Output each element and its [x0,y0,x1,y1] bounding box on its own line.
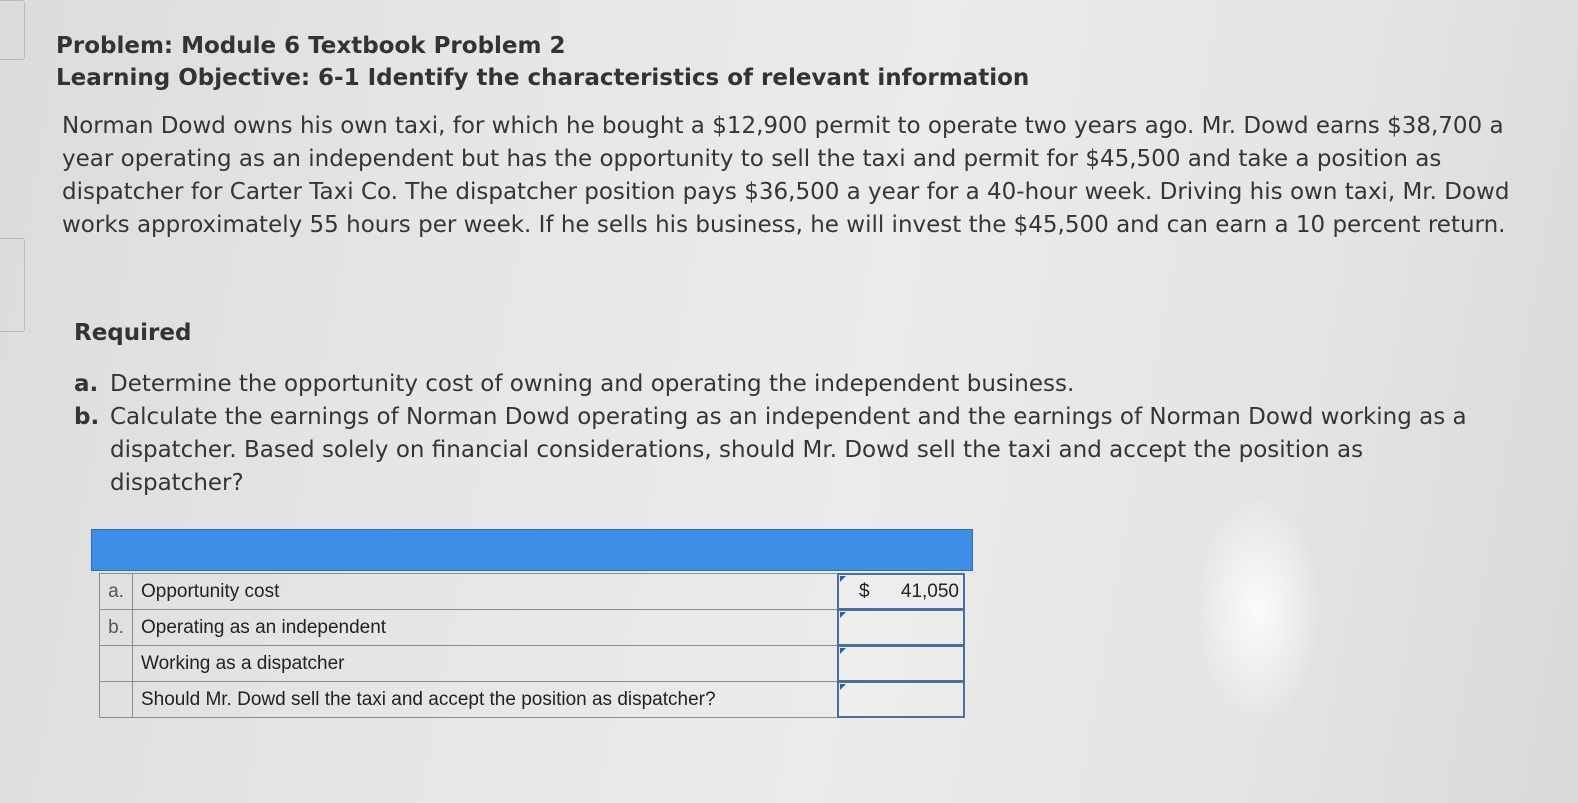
problem-statement [62,110,1512,242]
sell-decision-dropdown[interactable] [837,681,965,718]
required-heading: Required [74,320,192,346]
required-item-letter: a. [74,371,99,397]
screen-glare [1198,500,1318,720]
required-item-text: Determine the opportunity cost of owning and operating the independent business. [110,371,1075,397]
problem-statement-text: Norman Dowd owns his own taxi, for which he bought a $12,900 permit to operate two years ago. Mr. Dowd earns $38,700 a year operating as an independent but has the opportunity to sell the taxi and permit for $45,500 and take a position as dispatcher for Carter Taxi Co. The dispatcher position pays $36,500 a year for a 40-hour week. Driving his own taxi, Mr. Dowd works approximately 55 hours per week. If he sells his business, he will invest the $45,500 and can earn a 10 percent return. [62,113,1510,238]
row-label: Operating as an independent [132,609,838,646]
problem-header [56,30,1029,94]
opportunity-cost-input[interactable] [837,573,965,610]
currency-symbol: $ [859,580,870,602]
answer-table [91,529,973,717]
row-letter [99,645,133,682]
row-letter: a. [99,573,133,610]
table-header-bar [91,529,973,571]
table-row [99,681,973,717]
required-item-text: Calculate the earnings of Norman Dowd operating as an independent and the earnings of Norman Dowd working as a dispatcher. Based solely on financial considerations, should Mr. Dowd sell the taxi and accept the position as dispatcher? [110,404,1467,496]
row-letter [99,681,133,718]
table-row [99,573,973,609]
input-value: 41,050 [900,580,959,602]
input-marker-icon [840,648,846,654]
required-item-a [74,368,1494,401]
input-marker-icon [840,612,846,618]
input-marker-icon [840,576,846,582]
independent-earnings-input[interactable] [837,609,965,646]
page-edge-tab-top [0,0,25,60]
row-label: Working as a dispatcher [132,645,838,682]
table-row [99,609,973,645]
table-body [91,571,973,717]
row-letter: b. [99,609,133,646]
dispatcher-earnings-input[interactable] [837,645,965,682]
problem-title: Problem: Module 6 Textbook Problem 2 [56,33,566,59]
row-label: Opportunity cost [132,573,838,610]
page-edge-tab-middle [0,238,25,332]
input-marker-icon [840,684,846,690]
row-label: Should Mr. Dowd sell the taxi and accept the position as dispatcher? [132,681,838,718]
required-list [74,368,1494,500]
table-row [99,645,973,681]
required-item-b [74,401,1494,500]
required-item-letter: b. [74,404,100,430]
learning-objective: Learning Objective: 6-1 Identify the characteristics of relevant information [56,65,1030,91]
